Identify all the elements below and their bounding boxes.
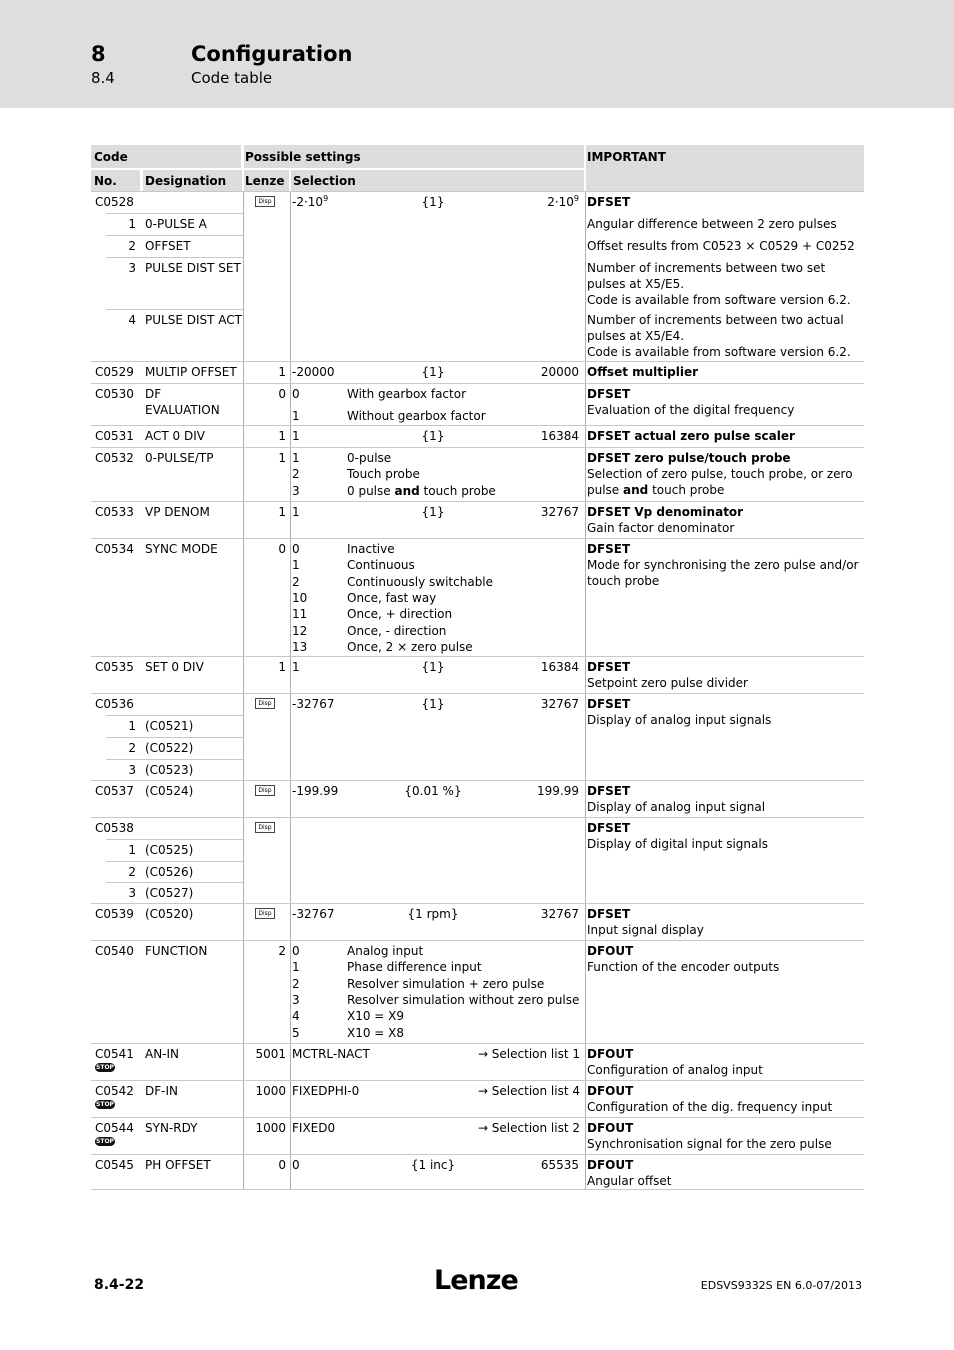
selection-option-label: Phase difference input	[347, 960, 482, 975]
row-rule	[91, 693, 864, 694]
selection-step: {1}	[421, 429, 445, 443]
column-divider	[585, 192, 586, 1190]
designation: SET 0 DIV	[145, 660, 204, 674]
row-rule	[91, 191, 864, 192]
important-text: Selection of zero pulse, touch probe, or zero pulse and touch probe	[587, 467, 853, 497]
important-heading: DFOUT	[587, 944, 634, 958]
disp-icon: Disp	[255, 908, 275, 919]
lenze-default: 2	[278, 944, 286, 958]
row-rule	[91, 1080, 864, 1081]
important-heading: DFSET	[587, 821, 631, 835]
designation: (C0523)	[145, 763, 194, 777]
designation: SYN-RDY	[145, 1121, 198, 1135]
code-number: C0536	[95, 697, 134, 711]
designation: (C0525)	[145, 843, 194, 857]
document-id: EDSVS9332S EN 6.0-07/2013	[700, 1279, 862, 1292]
header-designation: Designation	[145, 174, 227, 188]
header-no: No.	[94, 174, 117, 188]
selection-max: 32767	[540, 505, 579, 519]
row-rule	[91, 383, 864, 384]
selection-step: {1 rpm}	[407, 907, 459, 921]
lenze-default: 1	[278, 451, 286, 465]
selection-option-value: 2	[292, 467, 300, 482]
subcode-number: 2	[128, 239, 136, 253]
selection-min: FIXEDPHI-0	[292, 1084, 360, 1098]
selection-max: 199.99	[537, 784, 579, 798]
selection-option-value: 4	[292, 1009, 300, 1024]
selection-option-label: With gearbox factor	[347, 387, 467, 401]
important-heading: DFSET	[587, 697, 631, 711]
important-heading: DFOUT	[587, 1084, 634, 1098]
selection-min: -32767	[292, 907, 335, 921]
subcode-number: 2	[128, 865, 136, 879]
selection-min: MCTRL-NACT	[292, 1047, 370, 1061]
header-lenze: Lenze	[245, 174, 285, 188]
code-number: C0529	[95, 365, 134, 379]
selection-option-value: 0	[292, 387, 300, 401]
designation: (C0527)	[145, 886, 194, 900]
lenze-default: 1	[278, 660, 286, 674]
designation: VP DENOM	[145, 505, 210, 519]
designation: SYNC MODE	[145, 542, 218, 556]
subcode-number: 1	[128, 843, 136, 857]
selection-max: 16384	[540, 429, 579, 443]
stop-icon: STOP	[96, 1064, 114, 1071]
important-heading: DFSET	[587, 542, 631, 556]
row-rule	[106, 235, 243, 236]
selection-option-label: 0 pulse and touch probe	[347, 483, 496, 498]
lenze-default: 0	[278, 542, 286, 556]
disp-icon: Disp	[255, 822, 275, 833]
row-rule	[91, 1154, 864, 1155]
selection-option-value: 2	[292, 976, 300, 991]
selection-option-label: Once, 2 × zero pulse	[347, 639, 473, 654]
selection-option-label: Analog input	[347, 944, 424, 958]
important-heading: Offset multiplier	[587, 365, 698, 379]
row-rule	[91, 940, 864, 941]
chapter-number: 8	[91, 42, 106, 66]
section-number: 8.4	[91, 69, 115, 87]
important-text: Evaluation of the digital frequency	[587, 403, 795, 417]
selection-max: 65535	[540, 1158, 579, 1172]
important-heading: DFOUT	[587, 1047, 634, 1061]
designation: (C0524)	[145, 784, 194, 798]
row-rule	[106, 861, 243, 862]
row-rule	[91, 1189, 864, 1190]
selection-step: {0.01 %}	[404, 784, 462, 798]
selection-option-label: Once, + direction	[347, 607, 453, 622]
subcode-number: 1	[128, 217, 136, 231]
selection-option-label: 0-pulse	[347, 451, 392, 465]
code-number: C0544	[95, 1121, 134, 1135]
designation: DF-IN	[145, 1084, 178, 1098]
selection-option-value: 11	[292, 607, 308, 622]
selection-min: 0	[292, 1158, 300, 1172]
selection-min: 1	[292, 505, 300, 519]
selection-option-value: 3	[292, 992, 300, 1007]
selection-option-value: 1	[292, 451, 300, 465]
row-rule	[106, 882, 243, 883]
selection-min: -20000	[292, 365, 335, 379]
lenze-default: 5001	[255, 1047, 286, 1061]
important-text: Input signal display	[587, 923, 704, 937]
row-rule	[106, 213, 243, 214]
selection-option-value: 3	[292, 483, 300, 498]
selection-option-value: 10	[292, 590, 308, 605]
subcode-number: 3	[128, 886, 136, 900]
designation: MULTIP OFFSET	[145, 365, 237, 379]
lenze-default: 1000	[255, 1121, 286, 1135]
selection-step: {1 inc}	[410, 1158, 456, 1172]
lenze-default: 1	[278, 429, 286, 443]
selection-step: {1}	[421, 365, 445, 379]
selection-option-value: 5	[292, 1025, 300, 1040]
important-heading: DFSET	[587, 387, 631, 401]
subcode-number: 4	[128, 313, 136, 327]
subcode-number: 3	[128, 763, 136, 777]
code-number: C0531	[95, 429, 134, 443]
selection-step: {1}	[421, 195, 445, 209]
selection-list-ref: → Selection list 1	[477, 1047, 580, 1061]
designation: (C0520)	[145, 907, 194, 921]
lenze-default: 0	[278, 1158, 286, 1172]
section-title: Code table	[191, 69, 273, 87]
code-number: C0541	[95, 1047, 134, 1061]
header-selection: Selection	[293, 174, 356, 188]
important-heading: DFSET	[587, 195, 631, 209]
important-text: Angular difference between 2 zero pulses	[587, 217, 837, 231]
selection-min: $-2\cdot 10^9$	[292, 194, 329, 209]
selection-min: -32767	[292, 697, 335, 711]
selection-option-value: 2	[292, 574, 300, 589]
selection-option-label: Without gearbox factor	[347, 409, 486, 423]
disp-icon: Disp	[255, 196, 275, 207]
selection-option-label: Inactive	[347, 542, 395, 556]
row-rule	[106, 715, 243, 716]
selection-option-label: Continuous	[347, 558, 415, 573]
important-heading: DFOUT	[587, 1121, 634, 1135]
selection-option-label: X10 = X9	[347, 1009, 405, 1024]
selection-step: {1}	[421, 697, 445, 711]
selection-list-ref: → Selection list 4	[477, 1084, 580, 1098]
lenze-default: 1000	[255, 1084, 286, 1098]
row-rule	[91, 1117, 864, 1118]
selection-option-value: 0	[292, 542, 300, 556]
column-divider	[243, 192, 244, 1190]
selection-option-label: Continuously switchable	[347, 574, 494, 589]
important-text: Number of increments between two actual pulses at X5/E4. Code is available from software version 6.2.	[587, 313, 851, 359]
important-text: Configuration of the dig. frequency input	[587, 1100, 833, 1114]
lenze-logo: Lenze	[434, 1265, 518, 1296]
selection-option-label: Resolver simulation without zero pulse	[347, 992, 580, 1007]
designation: AN-IN	[145, 1047, 180, 1061]
selection-max: 32767	[540, 697, 579, 711]
selection-option-value: 12	[292, 623, 308, 638]
selection-step: {1}	[421, 505, 445, 519]
selection-option-label: Touch probe	[347, 467, 420, 482]
selection-option-value: 1	[292, 558, 300, 573]
row-rule	[91, 817, 864, 818]
row-rule	[91, 903, 864, 904]
stop-icon: STOP	[96, 1101, 114, 1108]
row-rule	[91, 1043, 864, 1044]
selection-option-value: 13	[292, 639, 308, 654]
important-text: Display of analog input signal	[587, 800, 766, 814]
selection-max: 32767	[540, 907, 579, 921]
selection-option-value: 1	[292, 409, 300, 423]
code-number: C0539	[95, 907, 134, 921]
code-number: C0540	[95, 944, 134, 958]
important-heading: DFSET zero pulse/touch probe	[587, 451, 791, 465]
important-text: Configuration of analog input	[587, 1063, 763, 1077]
designation: (C0526)	[145, 865, 194, 879]
important-heading: DFSET	[587, 784, 631, 798]
designation: 0-PULSE A	[145, 217, 207, 231]
designation: 0-PULSE/TP	[145, 451, 214, 465]
important-text: Number of increments between two set pulses at X5/E5. Code is available from software version 6.2.	[587, 261, 851, 307]
designation: ACT 0 DIV	[145, 429, 205, 443]
code-number: C0538	[95, 821, 134, 835]
row-rule	[91, 656, 864, 657]
row-rule	[91, 780, 864, 781]
important-heading: DFSET	[587, 660, 631, 674]
row-rule	[91, 538, 864, 539]
important-heading: DFSET Vp denominator	[587, 505, 744, 519]
row-rule	[106, 309, 243, 310]
selection-list-ref: → Selection list 2	[477, 1121, 580, 1135]
designation: PULSE DIST SET	[145, 261, 241, 275]
selection-option-value: 1	[292, 960, 300, 975]
selection-max: 20000	[540, 365, 579, 379]
code-number: C0530	[95, 387, 134, 401]
important-text: Gain factor denominator	[587, 521, 735, 535]
selection-min: -199.99	[292, 784, 339, 798]
important-text: Mode for synchronising the zero pulse and/or touch probe	[587, 558, 859, 588]
selection-option-label: Resolver simulation + zero pulse	[347, 976, 545, 991]
important-heading: DFSET actual zero pulse scaler	[587, 429, 795, 443]
important-text: Synchronisation signal for the zero pulse	[587, 1137, 832, 1151]
code-number: C0537	[95, 784, 134, 798]
selection-min: 1	[292, 660, 300, 674]
important-heading: DFSET	[587, 907, 631, 921]
subcode-number: 2	[128, 741, 136, 755]
important-heading: DFOUT	[587, 1158, 634, 1172]
row-rule	[106, 737, 243, 738]
selection-option-label: Once, fast way	[347, 590, 437, 605]
selection-min: 1	[292, 429, 300, 443]
row-rule	[91, 361, 864, 362]
disp-icon: Disp	[255, 698, 275, 709]
code-number: C0533	[95, 505, 134, 519]
row-rule	[91, 501, 864, 502]
important-text: Display of digital input signals	[587, 837, 768, 851]
subcode-number: 1	[128, 719, 136, 733]
important-text: Setpoint zero pulse divider	[587, 676, 748, 690]
important-text: Offset results from C0523 × C0529 + C0252	[587, 239, 855, 253]
lenze-default: 1	[278, 505, 286, 519]
important-text: Function of the encoder outputs	[587, 960, 780, 974]
disp-icon: Disp	[255, 785, 275, 796]
selection-max: $2\cdot 10^9$	[547, 194, 579, 209]
code-number: C0542	[95, 1084, 134, 1098]
designation: (C0521)	[145, 719, 194, 733]
stop-icon: STOP	[96, 1138, 114, 1145]
selection-max: 16384	[540, 660, 579, 674]
code-number: C0535	[95, 660, 134, 674]
designation: (C0522)	[145, 741, 194, 755]
designation: PULSE DIST ACT	[145, 313, 242, 327]
lenze-default: 0	[278, 387, 286, 401]
lenze-default: 1	[278, 365, 286, 379]
selection-option-value: 0	[292, 944, 300, 958]
header-possible-settings: Possible settings	[245, 150, 361, 164]
important-text: Angular offset	[587, 1174, 672, 1188]
selection-option-label: Once, - direction	[347, 623, 447, 638]
code-number: C0534	[95, 542, 134, 556]
header-important: IMPORTANT	[587, 150, 666, 164]
column-divider	[290, 192, 291, 1190]
row-rule	[106, 839, 243, 840]
designation: OFFSET	[145, 239, 191, 253]
code-number: C0528	[95, 195, 134, 209]
chapter-title: Configuration	[191, 42, 353, 66]
code-number: C0545	[95, 1158, 134, 1172]
designation: PH OFFSET	[145, 1158, 211, 1172]
designation: DF EVALUATION	[145, 387, 220, 417]
code-number: C0532	[95, 451, 134, 465]
header-code: Code	[94, 150, 128, 164]
important-text: Display of analog input signals	[587, 713, 772, 727]
selection-option-label: X10 = X8	[347, 1025, 405, 1040]
row-rule	[91, 447, 864, 448]
selection-step: {1}	[421, 660, 445, 674]
row-rule	[91, 425, 864, 426]
selection-min: FIXED0	[292, 1121, 336, 1135]
row-rule	[106, 759, 243, 760]
page-number: 8.4-22	[94, 1277, 145, 1293]
designation: FUNCTION	[145, 944, 208, 958]
row-rule	[106, 257, 243, 258]
subcode-number: 3	[128, 261, 136, 275]
